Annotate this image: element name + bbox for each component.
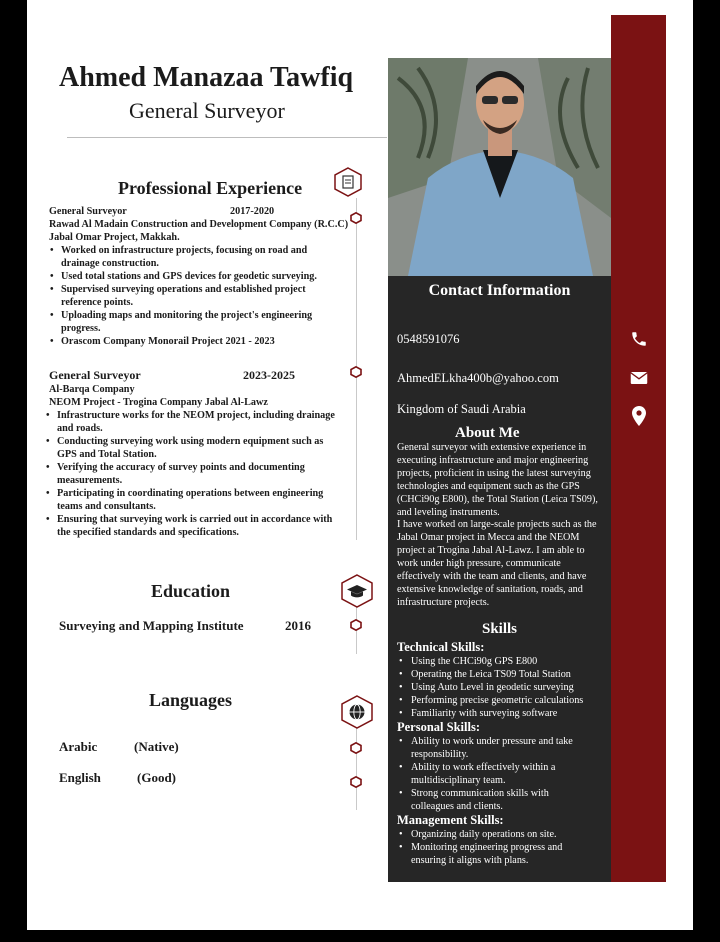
- skill-item: • Familiarity with surveying software: [411, 707, 609, 720]
- job-dates: 2017-2020: [230, 206, 275, 217]
- languages-section-icon: [340, 695, 374, 734]
- job-bullet: • Ensuring that surveying work is carried out in accordance with the specified standards and specifications.: [57, 513, 339, 539]
- phone-icon: [630, 330, 648, 348]
- about-text: [397, 442, 605, 610]
- job-project: Jabal Omar Project, Makkah.: [49, 232, 180, 243]
- skill-item: • Using Auto Level in geodetic surveying: [411, 681, 609, 694]
- graduation-cap-icon: [340, 574, 374, 608]
- candidate-name: Ahmed Manazaa Tawfiq: [59, 62, 354, 93]
- globe-icon: [340, 695, 374, 729]
- contact-heading: Contact Information: [428, 282, 571, 299]
- timeline-dot-icon: [350, 776, 362, 788]
- skill-item: • Operating the Leica TS09 Total Station: [411, 668, 609, 681]
- job-dates: 2023-2025: [243, 368, 295, 382]
- timeline-dot-icon: [350, 619, 362, 631]
- envelope-icon: [630, 371, 648, 385]
- skill-item: • Using the CHCi90g GPS E800: [411, 655, 609, 668]
- personal-skills-title: Personal Skills:: [397, 720, 480, 734]
- hexagon-icon: [333, 167, 363, 197]
- job-project: NEOM Project - Trogina Company Jabal Al-Lawz: [49, 397, 268, 408]
- technical-skills-title: Technical Skills:: [397, 640, 485, 654]
- management-skills-title: Management Skills:: [397, 813, 504, 827]
- sidebar-panel: [388, 276, 611, 882]
- timeline-dot-icon: [350, 742, 362, 754]
- job-bullet: • Orascom Company Monorail Project 2021 - 2023: [61, 335, 339, 348]
- skill-item: • Performing precise geometric calculations: [411, 694, 609, 707]
- job-bullet: • Conducting surveying work using modern equipment such as GPS and Total Station.: [57, 435, 339, 461]
- job-bullet: • Supervised surveying operations and established project reference points.: [61, 283, 339, 309]
- contact-phone: 0548591076: [397, 332, 460, 346]
- about-paragraph: I have worked on large-scale projects such as the Jabal Omar project in Mecca and the NEOM project at Trogina Jabal Al-Lawz. I am able to work under high pressure, communicate effectively with the team and clients, and have extensive knowledge of sanitation, roads, and infrastructure projects.: [397, 519, 597, 608]
- job-bullet: • Infrastructure works for the NEOM project, including drainage and roads.: [57, 409, 339, 435]
- job-bullet: • Participating in coordinating operations between engineering teams and consultants.: [57, 487, 339, 513]
- candidate-title: General Surveyor: [129, 98, 285, 123]
- experience-item: [49, 205, 349, 348]
- contact-location: Kingdom of Saudi Arabia: [397, 402, 526, 416]
- contact-email: AhmedELkha400b@yahoo.com: [397, 371, 559, 385]
- education-institute: Surveying and Mapping Institute: [59, 618, 244, 633]
- skill-item: • Strong communication skills with colleagues and clients.: [411, 787, 591, 813]
- language-name: Arabic: [59, 739, 98, 754]
- header-divider: [67, 137, 387, 138]
- experience-section-icon: [333, 167, 363, 202]
- skill-item: • Ability to work under pressure and take responsibility.: [411, 735, 591, 761]
- timeline-dot-icon: [350, 212, 362, 224]
- experience-item: [49, 369, 339, 539]
- skill-item: • Organizing daily operations on site.: [411, 828, 591, 841]
- languages-heading: Languages: [149, 690, 233, 710]
- job-bullet: • Uploading maps and monitoring the project's engineering progress.: [61, 309, 339, 335]
- job-bullet: • Worked on infrastructure projects, focusing on road and drainage construction.: [61, 244, 339, 270]
- map-pin-icon: [632, 406, 646, 426]
- job-company: Rawad Al Madain Construction and Development Company (R.C.C): [49, 219, 349, 230]
- skills-list: [397, 640, 609, 867]
- skill-item: • Ability to work effectively within a multidisciplinary team.: [411, 761, 591, 787]
- job-bullet: • Verifying the accuracy of survey points and documenting measurements.: [57, 461, 339, 487]
- language-level: (Native): [134, 739, 179, 754]
- timeline-dot-icon: [350, 366, 362, 378]
- language-name: English: [59, 770, 101, 785]
- education-year: 2016: [285, 618, 311, 633]
- job-bullet: • Used total stations and GPS devices for geodetic surveying.: [61, 270, 339, 283]
- job-role: General Surveyor: [49, 368, 141, 382]
- language-level: (Good): [137, 770, 176, 785]
- job-company: Al-Barqa Company: [49, 384, 135, 395]
- about-heading: About Me: [455, 425, 520, 441]
- experience-heading: Professional Experience: [118, 178, 303, 198]
- timeline-line: [356, 728, 357, 810]
- education-heading: Education: [151, 581, 231, 601]
- skill-item: • Monitoring engineering progress and ensuring it aligns with plans.: [411, 841, 591, 867]
- job-role: General Surveyor: [49, 206, 127, 217]
- education-section-icon: [340, 574, 374, 613]
- accent-stripe: [611, 15, 666, 882]
- about-paragraph: General surveyor with extensive experience in executing infrastructure and major engineering projects, proficient in using the latest surveying technologies and equipment such as the GPS (CHCi90g E800), the Total Station (Leica TS09), and leveling instruments.: [397, 442, 598, 518]
- profile-photo: [388, 58, 611, 276]
- skills-heading: Skills: [481, 621, 518, 637]
- resume-page: [27, 0, 693, 930]
